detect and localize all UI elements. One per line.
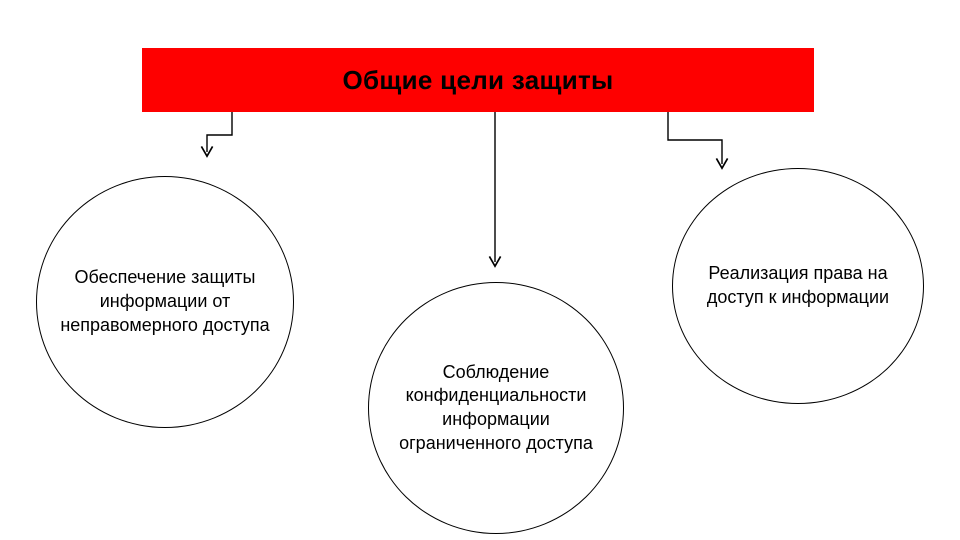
connector-title-to-node-3 xyxy=(668,112,722,164)
diagram-node-label: Обеспечение защиты информации от неправомерного доступа xyxy=(60,267,270,335)
diagram-node-confidentiality xyxy=(368,282,624,534)
diagram-node-label: Реализация права на доступ к информации xyxy=(706,263,890,307)
diagram-node-label: Соблюдение конфиденциальности информации ограниченного доступа xyxy=(399,361,593,453)
connector-title-to-node-1 xyxy=(207,112,232,152)
diagram-node-protection xyxy=(36,176,294,428)
diagram-title-box xyxy=(142,48,814,112)
diagram-node-access-right xyxy=(672,168,924,404)
page-title: Общие цели защиты xyxy=(342,64,614,95)
